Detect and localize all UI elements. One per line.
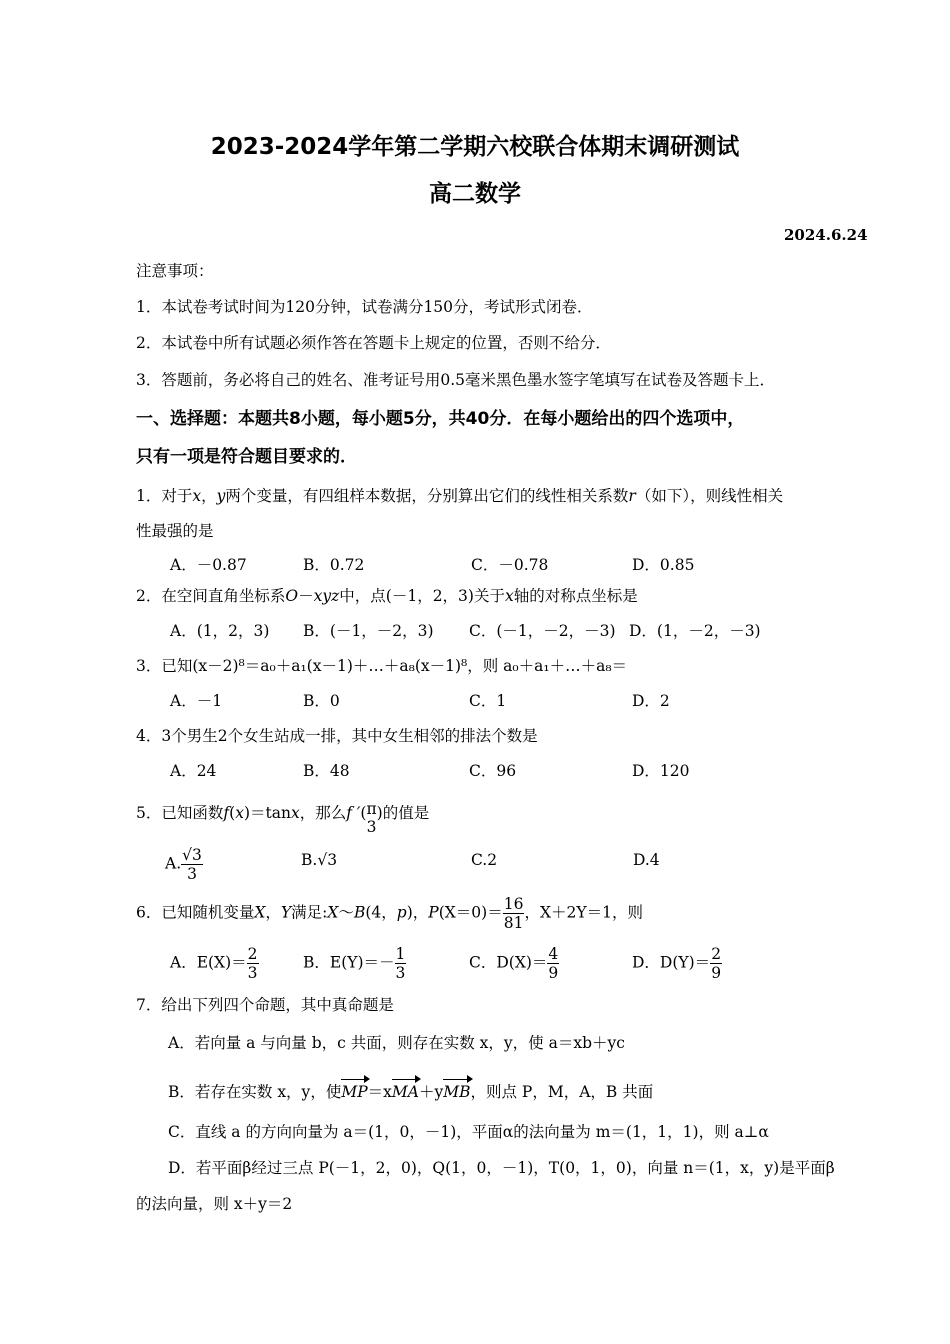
q7-option-d-line1: D．若平面β经过三点 P(－1，2，0)，Q(1，0，－1)，T(0，1，0)，向量 n＝(1，x，y)是平面β [168,1159,835,1177]
q6-option-d: D．D(Y)＝ $\frac{2}{9}$ [632,945,722,982]
q3-option-b: B．0 [303,692,340,710]
q1-option-c: C．－0.78 [471,556,549,574]
q6-option-b: B．E(Y)＝－ $\frac{1}{3}$ [303,945,406,982]
q3-option-d: D．2 [632,692,670,710]
q6-option-c: C．D(X)＝ $\frac{4}{9}$ [469,945,559,982]
question-3: 3．已知(x－2)⁸＝a₀＋a₁(x－1)＋…＋a₈(x－1)⁸，则 a₀＋a₁＋…＋a₈＝ [136,657,628,675]
q4-option-d: D．120 [632,762,690,780]
q7-option-a: A．若向量 a 与向量 b，c 共面，则存在实数 x，y，使 a＝xb＋yc [168,1034,625,1052]
question-2: 2．在空间直角坐标系O－xyz中，点(－1，2，3)关于x轴的对称点坐标是 [136,587,638,605]
q6-option-a: A．E(X)＝ $\frac{2}{3}$ [170,945,258,982]
notice-item-3: 3．答题前，务必将自己的姓名、准考证号用0.5毫米黑色墨水签字笔填写在试卷及答题卡上． [136,371,776,389]
q2-option-c: C．(－1，－2，－3) [469,622,616,640]
q7-option-d-line2: 的法向量，则 x＋y＝2 [136,1195,293,1213]
question-1-line2: 性最强的是 [136,522,214,540]
q5-option-a: A. $\frac{√3}{3}$ [165,846,202,883]
q4-option-c: C．96 [469,762,517,780]
q2-option-d: D．(1，－2，－3) [629,622,761,640]
notice-item-1: 1．本试卷考试时间为120分钟，试卷满分150分，考试形式闭卷． [136,298,593,316]
q7-option-c: C．直线 a 的方向向量为 a＝(1，0，－1)，平面α的法向量为 m＝(1，1，1)，则 a⊥α [168,1123,769,1141]
notice-heading: 注意事项： [136,262,214,280]
q4-option-b: B．48 [303,762,350,780]
q2-option-b: B．(－1，－2，3) [303,622,434,640]
question-6: 6．已知随机变量X，Y满足:X～B(4，p)，P(X＝0)＝ $\frac{16}{81}$ ，X＋2Y＝1，则 [136,895,643,932]
q7-option-b: B．若存在实数 x，y，使MP＝xMA＋yMB，则点 P，M，A，B 共面 [168,1083,654,1101]
q5-option-b: B.√3 [301,851,338,869]
exam-subject: 高二数学 [429,181,521,207]
notice-item-2: 2．本试卷中所有试题必须作答在答题卡上规定的位置，否则不给分． [136,334,611,352]
q1-option-a: A．－0.87 [170,556,247,574]
section-heading-line2: 只有一项是符合题目要求的． [136,447,357,467]
q4-option-a: A．24 [170,762,217,780]
question-7-stem: 7．给出下列四个命题，其中真命题是 [136,996,394,1014]
exam-date: 2024.6.24 [784,226,868,244]
section-heading-line1: 一、选择题：本题共8小题，每小题5分，共40分．在每小题给出的四个选项中， [136,409,745,429]
q1-option-d: D．0.85 [632,556,695,574]
q5-option-c: C.2 [471,851,498,869]
q2-option-a: A．(1，2，3) [170,622,270,640]
q3-option-c: C．1 [469,692,507,710]
q1-option-b: B．0.72 [303,556,365,574]
q3-option-a: A．－1 [170,692,223,710]
question-4: 4．3个男生2个女生站成一排，其中女生相邻的排法个数是 [136,727,538,745]
q5-option-d: D.4 [633,851,660,869]
exam-title: 2023-2024学年第二学期六校联合体期末调研测试 [210,134,740,160]
question-1-line1: 1．对于x，y两个变量，有四组样本数据，分别算出它们的线性相关系数r（如下），则线性相关 [136,487,784,505]
question-5: 5．已知函数f(x)＝tanx，那么f ′( π 3 )的值是 [136,800,430,836]
